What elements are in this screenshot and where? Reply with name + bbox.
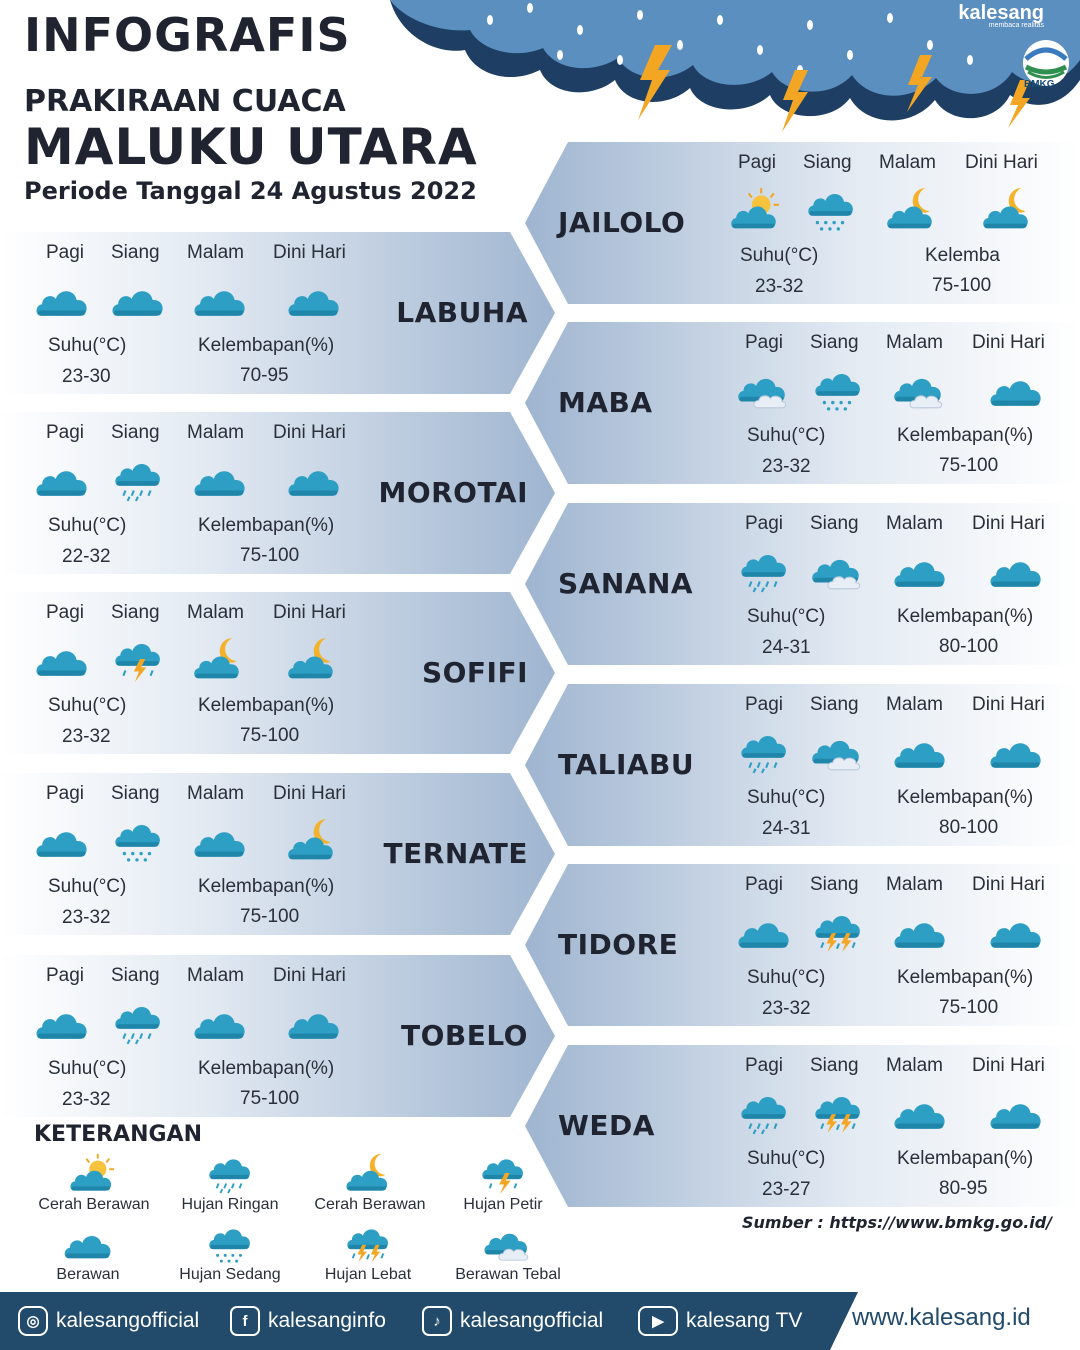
- city-name: SANANA: [558, 567, 694, 600]
- hujan-petir-icon: [108, 636, 168, 682]
- youtube-link[interactable]: [638, 1306, 802, 1336]
- facebook-icon: f: [230, 1306, 260, 1336]
- humidity-value: 75-100: [939, 997, 999, 1018]
- city-panel-morotai: [0, 412, 560, 572]
- berawan-icon: [60, 1222, 116, 1264]
- label-dini-hari: Dini Hari: [273, 602, 346, 623]
- hujan-ringan-icon: [108, 456, 168, 502]
- page-title: INFOGRAFIS: [24, 8, 351, 62]
- city-panel-taliabu: [520, 684, 1080, 844]
- label-dini-hari: Dini Hari: [273, 783, 346, 804]
- instagram-icon: ◎: [18, 1306, 48, 1336]
- temperature-label: Suhu(°C): [48, 876, 127, 897]
- berawan-icon: [32, 456, 92, 502]
- hujan-petir-icon: [475, 1152, 531, 1194]
- berawan-icon: [284, 276, 344, 322]
- temperature-label: Suhu(°C): [740, 245, 819, 266]
- city-name: JAILOLO: [558, 206, 686, 239]
- label-malam: Malam: [886, 694, 944, 715]
- label-malam: Malam: [187, 602, 245, 623]
- hujan-lebat-icon: [340, 1222, 396, 1264]
- label-pagi: Pagi: [46, 602, 85, 623]
- berawan-tebal-icon: [480, 1222, 536, 1264]
- berawan-tebal-icon: [890, 366, 950, 412]
- berawan-icon: [190, 999, 250, 1045]
- berawan-icon: [986, 908, 1046, 954]
- instagram-link[interactable]: [18, 1306, 199, 1336]
- city-panel-labuha: [0, 232, 560, 392]
- city-name: TOBELO: [400, 1019, 528, 1052]
- label-dini-hari: Dini Hari: [273, 965, 346, 986]
- label-siang: Siang: [810, 874, 859, 895]
- cerah-berawan-malam-icon: [284, 636, 344, 682]
- hujan-sedang-icon: [801, 186, 861, 232]
- legend-label: Cerah Berawan: [38, 1196, 150, 1213]
- berawan-icon: [284, 456, 344, 502]
- legend-label: Hujan Sedang: [179, 1266, 281, 1283]
- berawan-icon: [190, 276, 250, 322]
- label-malam: Malam: [886, 874, 944, 895]
- label-malam: Malam: [886, 332, 944, 353]
- city-name: MOROTAI: [378, 476, 528, 509]
- temperature-value: 22-32: [62, 546, 111, 567]
- label-pagi: Pagi: [738, 152, 777, 173]
- berawan-icon: [890, 728, 950, 774]
- temperature-value: 23-32: [762, 456, 811, 477]
- label-dini-hari: Dini Hari: [972, 694, 1045, 715]
- hujan-ringan-icon: [734, 1089, 794, 1135]
- facebook-handle: kalesanginfo: [268, 1309, 386, 1332]
- cerah-berawan-malam-icon: [342, 1152, 398, 1194]
- cerah-berawan-icon: [66, 1152, 122, 1194]
- brand-logo: [958, 2, 1044, 29]
- berawan-tebal-icon: [808, 547, 868, 593]
- temperature-value: 23-27: [762, 1179, 811, 1200]
- province-title: MALUKU UTARA: [24, 118, 478, 176]
- berawan-icon: [190, 456, 250, 502]
- humidity-label: Kelembapan(%): [198, 1058, 335, 1079]
- legend-label: Berawan: [56, 1266, 120, 1283]
- city-name: SOFIFI: [421, 656, 528, 689]
- temperature-label: Suhu(°C): [48, 515, 127, 536]
- period-text: Periode Tanggal 24 Agustus 2022: [24, 177, 477, 205]
- label-siang: Siang: [111, 602, 160, 623]
- temperature-value: 23-32: [762, 998, 811, 1019]
- label-dini-hari: Dini Hari: [972, 874, 1045, 895]
- hujan-sedang-icon: [202, 1222, 258, 1264]
- youtube-icon: ▶: [638, 1306, 678, 1336]
- city-panel-jailolo: [520, 142, 1080, 302]
- humidity-label: Kelembapan(%): [897, 1148, 1034, 1169]
- city-panel-sanana: [520, 503, 1080, 663]
- label-dini-hari: Dini Hari: [972, 1055, 1045, 1076]
- temperature-value: 23-32: [755, 276, 804, 297]
- label-pagi: Pagi: [745, 332, 784, 353]
- hujan-lebat-icon: [808, 1089, 868, 1135]
- label-pagi: Pagi: [46, 965, 85, 986]
- legend-item-cerah-berawan: [19, 1152, 169, 1214]
- berawan-icon: [108, 276, 168, 322]
- hujan-ringan-icon: [108, 999, 168, 1045]
- hujan-ringan-icon: [734, 728, 794, 774]
- label-malam: Malam: [886, 1055, 944, 1076]
- legend-item-hujan-sedang: [155, 1222, 305, 1284]
- cerah-berawan-malam-icon: [190, 636, 250, 682]
- temperature-label: Suhu(°C): [48, 335, 127, 356]
- label-malam: Malam: [187, 965, 245, 986]
- humidity-label: Kelembapan(%): [198, 695, 335, 716]
- label-siang: Siang: [810, 332, 859, 353]
- temperature-value: 23-32: [62, 726, 111, 747]
- humidity-value: 75-100: [240, 545, 300, 566]
- temperature-value: 24-31: [762, 818, 811, 839]
- facebook-link[interactable]: [230, 1306, 386, 1336]
- label-malam: Malam: [187, 242, 245, 263]
- humidity-label: Kelembapan(%): [198, 335, 335, 356]
- label-malam: Malam: [187, 422, 245, 443]
- label-pagi: Pagi: [46, 242, 85, 263]
- label-pagi: Pagi: [745, 694, 784, 715]
- berawan-icon: [32, 636, 92, 682]
- berawan-icon: [32, 999, 92, 1045]
- temperature-value: 24-31: [762, 637, 811, 658]
- tiktok-handle: kalesangofficial: [460, 1309, 604, 1332]
- temperature-label: Suhu(°C): [48, 695, 127, 716]
- humidity-value: 80-100: [939, 636, 999, 657]
- label-malam: Malam: [187, 783, 245, 804]
- label-malam: Malam: [886, 513, 944, 534]
- label-siang: Siang: [810, 694, 859, 715]
- label-pagi: Pagi: [745, 513, 784, 534]
- label-pagi: Pagi: [46, 422, 85, 443]
- hujan-sedang-icon: [808, 366, 868, 412]
- humidity-label: Kelembapan(%): [897, 425, 1034, 446]
- legend-label: Cerah Berawan: [314, 1196, 426, 1213]
- label-dini-hari: Dini Hari: [273, 242, 346, 263]
- humidity-value: 75-100: [240, 725, 300, 746]
- brand-tagline: membaca realitas: [988, 22, 1044, 29]
- city-panel-sofifi: [0, 592, 560, 752]
- temperature-label: Suhu(°C): [747, 967, 826, 988]
- berawan-icon: [986, 366, 1046, 412]
- label-siang: Siang: [810, 513, 859, 534]
- label-siang: Siang: [111, 965, 160, 986]
- humidity-label: Kelembapan(%): [198, 876, 335, 897]
- label-dini-hari: Dini Hari: [965, 152, 1038, 173]
- legend-item-berawan: [13, 1222, 163, 1284]
- humidity-value: 80-95: [939, 1178, 988, 1199]
- berawan-icon: [890, 1089, 950, 1135]
- humidity-value: 75-100: [240, 906, 300, 927]
- label-siang: Siang: [803, 152, 852, 173]
- temperature-label: Suhu(°C): [747, 606, 826, 627]
- cerah-berawan-icon: [727, 186, 787, 232]
- humidity-value: 75-100: [939, 455, 999, 476]
- hujan-ringan-icon: [202, 1152, 258, 1194]
- berawan-icon: [32, 276, 92, 322]
- label-dini-hari: Dini Hari: [273, 422, 346, 443]
- hujan-ringan-icon: [734, 547, 794, 593]
- city-panel-maba: [520, 322, 1080, 482]
- humidity-label: Kelembapan(%): [897, 606, 1034, 627]
- berawan-tebal-icon: [734, 366, 794, 412]
- temperature-label: Suhu(°C): [747, 787, 826, 808]
- hujan-sedang-icon: [108, 817, 168, 863]
- cerah-berawan-malam-icon: [284, 817, 344, 863]
- legend-label: Hujan Ringan: [181, 1196, 279, 1213]
- berawan-icon: [190, 817, 250, 863]
- tiktok-link[interactable]: [422, 1306, 603, 1336]
- label-pagi: Pagi: [745, 1055, 784, 1076]
- legend-title: KETERANGAN: [34, 1122, 202, 1147]
- humidity-value: 75-100: [240, 1088, 300, 1109]
- humidity-value: 80-100: [939, 817, 999, 838]
- berawan-icon: [32, 817, 92, 863]
- label-pagi: Pagi: [745, 874, 784, 895]
- legend-item-hujan-lebat: [293, 1222, 443, 1284]
- temperature-value: 23-30: [62, 366, 111, 387]
- label-siang: Siang: [810, 1055, 859, 1076]
- brand-name: kalesang: [958, 2, 1044, 24]
- website-link[interactable]: [830, 1292, 1080, 1350]
- berawan-icon: [986, 547, 1046, 593]
- label-siang: Siang: [111, 783, 160, 804]
- humidity-label: Kelembapan(%): [897, 967, 1034, 988]
- humidity-label: Kelemba: [925, 245, 1000, 266]
- label-pagi: Pagi: [46, 783, 85, 804]
- humidity-value: 75-100: [932, 275, 992, 296]
- cerah-berawan-malam-icon: [883, 186, 943, 232]
- legend-label: Hujan Petir: [463, 1196, 543, 1213]
- legend-label: Berawan Tebal: [455, 1266, 561, 1283]
- page-subtitle: PRAKIRAAN CUACA: [24, 84, 346, 119]
- youtube-handle: kalesang TV: [686, 1309, 803, 1332]
- cerah-berawan-malam-icon: [979, 186, 1039, 232]
- berawan-icon: [890, 908, 950, 954]
- label-dini-hari: Dini Hari: [972, 513, 1045, 534]
- city-panel-weda: [520, 1045, 1080, 1205]
- temperature-label: Suhu(°C): [48, 1058, 127, 1079]
- temperature-value: 23-32: [62, 1089, 111, 1110]
- berawan-icon: [890, 547, 950, 593]
- bmkg-label: BMKG: [1024, 79, 1055, 90]
- hujan-lebat-icon: [808, 908, 868, 954]
- legend-item-hujan-ringan: [155, 1152, 305, 1214]
- city-panel-tobelo: [0, 955, 560, 1115]
- city-panel-tidore: [520, 864, 1080, 1024]
- temperature-label: Suhu(°C): [747, 1148, 826, 1169]
- city-name: TERNATE: [383, 837, 528, 870]
- legend-item-hujan-petir: [428, 1152, 578, 1214]
- berawan-icon: [986, 728, 1046, 774]
- berawan-icon: [986, 1089, 1046, 1135]
- source-text: Sumber : https://www.bmkg.go.id/: [742, 1213, 1053, 1232]
- city-name: LABUHA: [396, 296, 528, 329]
- temperature-label: Suhu(°C): [747, 425, 826, 446]
- berawan-icon: [734, 908, 794, 954]
- legend-label: Hujan Lebat: [324, 1266, 412, 1283]
- city-name: TALIABU: [558, 748, 695, 781]
- legend-item-berawan-tebal: [433, 1222, 583, 1284]
- city-name: MABA: [558, 386, 653, 419]
- city-panel-ternate: [0, 773, 560, 933]
- humidity-value: 70-95: [240, 365, 289, 386]
- berawan-icon: [284, 999, 344, 1045]
- humidity-label: Kelembapan(%): [198, 515, 335, 536]
- label-siang: Siang: [111, 422, 160, 443]
- berawan-tebal-icon: [808, 728, 868, 774]
- label-malam: Malam: [879, 152, 937, 173]
- legend-item-cerah-berawan-malam: [295, 1152, 445, 1214]
- tiktok-icon: ♪: [422, 1306, 452, 1336]
- city-name: TIDORE: [558, 928, 679, 961]
- label-dini-hari: Dini Hari: [972, 332, 1045, 353]
- website-url: www.kalesang.id: [852, 1304, 1031, 1331]
- temperature-value: 23-32: [62, 907, 111, 928]
- label-siang: Siang: [111, 242, 160, 263]
- instagram-handle: kalesangofficial: [56, 1309, 200, 1332]
- city-name: WEDA: [558, 1109, 655, 1142]
- humidity-label: Kelembapan(%): [897, 787, 1034, 808]
